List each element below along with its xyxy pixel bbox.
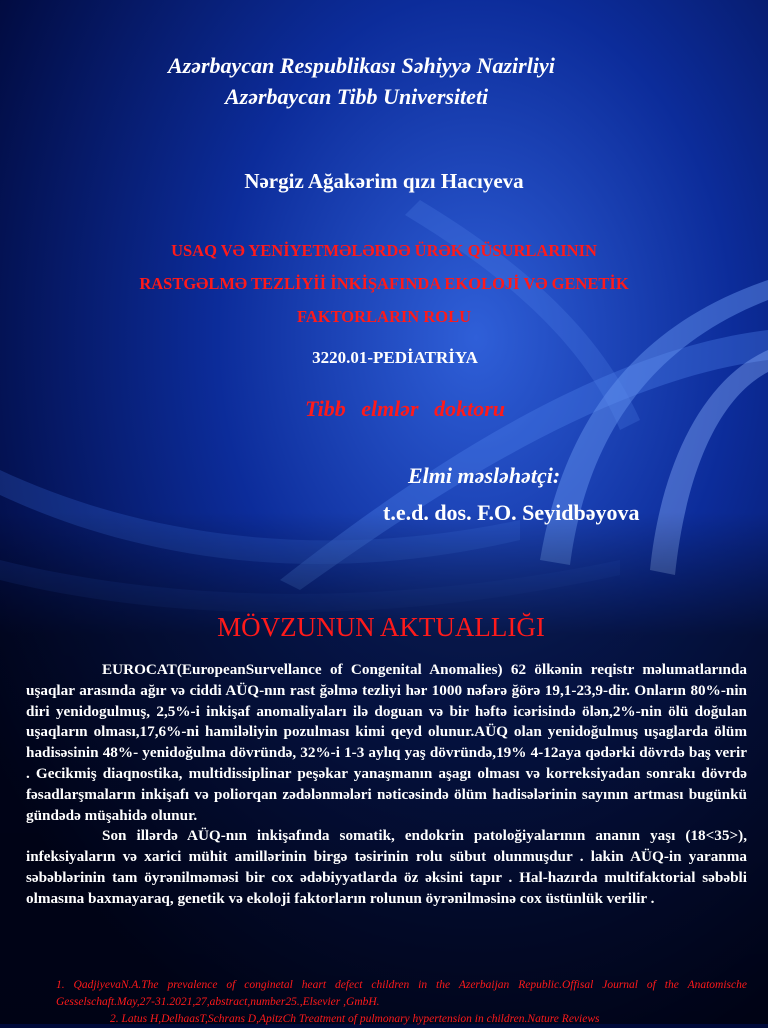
reference-item: 2. Latus H,DelhaasT,Schrans D,ApitzCh Treatment of pulmonary hypertension in children.Nature Reviews	[110, 1013, 600, 1025]
section-title: MÖVZUNUN AKTUALLIĞI	[217, 612, 545, 642]
thesis-title-line: RASTGƏLMƏ TEZLİYİİ İNKİŞAFINDA EKOLOJİ VƏ GENETİK	[139, 274, 629, 293]
body-paragraph: EUROCAT(EuropeanSurvellance of Congenital Anomalies) 62 ölkənin reqistr məlumatlarında uşaqlar arasında ağır və ciddi AÜQ-nın rast ğəlmə tezliyi hər 1000 nəfərə ğörə 19,1-23,9-dir. Onların 80%-nin diri yenidogulmuş, 2,5%-i inkişaf anomaliyaları ilə doguan və bir həftə icərisində ölən,2%-nin ölü doğulan uşaqların olması,17,6%-ni hamiləliyin pozulması kimi qeyd olunur.AÜQ olan yenidoğulmuş uşaglarda ölüm hadisəsinin 48%- yenidoğulma dövründə, 32%-i 1-3 aylıq yaş dövründə,19% 4-12aya qədərki dövrdə baş verir . Gecikmiş diaqnostika, multidissiplinar peşəkar yanaşmanın aşagı olması və korreksiyadan sonrakı dövrdə fəsadlarşmaların inkişafı və poliorqan zədələnmələri nəticəsində ölüm hadisələrinin sayının artması bugünkü gündədə müşahidə olunur.	[26, 661, 747, 824]
university-name: Azərbaycan Tibb Universiteti	[225, 84, 489, 109]
specialty-code: 3220.01-PEDİATRİYA	[312, 348, 478, 367]
degree-title: Tibb elmlər doktoru	[304, 396, 506, 421]
adviser-label: Elmi məsləhətçi:	[408, 463, 561, 488]
thesis-title-line: USAQ VƏ YENİYETMƏLƏRDƏ ÜRƏK QÜSURLARININ	[171, 241, 597, 260]
body-paragraph: Son illərdə AÜQ-nın inkişafında somatik, endokrin patoloğiyalarının ananın yaşı (18<35>), infeksiyaların və xarici mühit amillərinin birgə təsirinin rolu sübut olunmuşdur . lakin AÜQ-in yaranma səbəblərinin tam öyrənilməməsi bir cox ədəbiyyatlarda öz əksini tapır . Hal-hazırda multifaktorial səbəbli olmasına baxmayaraq, genetik və ekoloji faktorların rolunun öyrənilməsinə cox üstünlük verilir .	[26, 827, 747, 907]
section-body	[26, 660, 747, 910]
reference-item: 1. QadjiyevaN.A.The prevalence of conginetal heart defect children in the Azerbaijan Republic.Offisal Journal of the Anatomische Gesselschaft.May,27-31.2021,27,abstract,number25.,Elsevier ,GmbH.	[56, 979, 747, 1008]
thesis-title-line: FAKTORLARIN ROLU	[296, 307, 472, 326]
thesis-title	[60, 234, 708, 333]
ministry-name: Azərbaycan Respublikası Səhiyyə Nazirliyi	[168, 53, 555, 78]
references	[26, 977, 747, 1028]
ministry-header	[0, 50, 768, 112]
author-name: Nərgiz Ağakərim qızı Hacıyeva	[244, 169, 524, 193]
adviser-name: t.e.d. dos. F.O. Seyidbəyova	[383, 500, 640, 525]
